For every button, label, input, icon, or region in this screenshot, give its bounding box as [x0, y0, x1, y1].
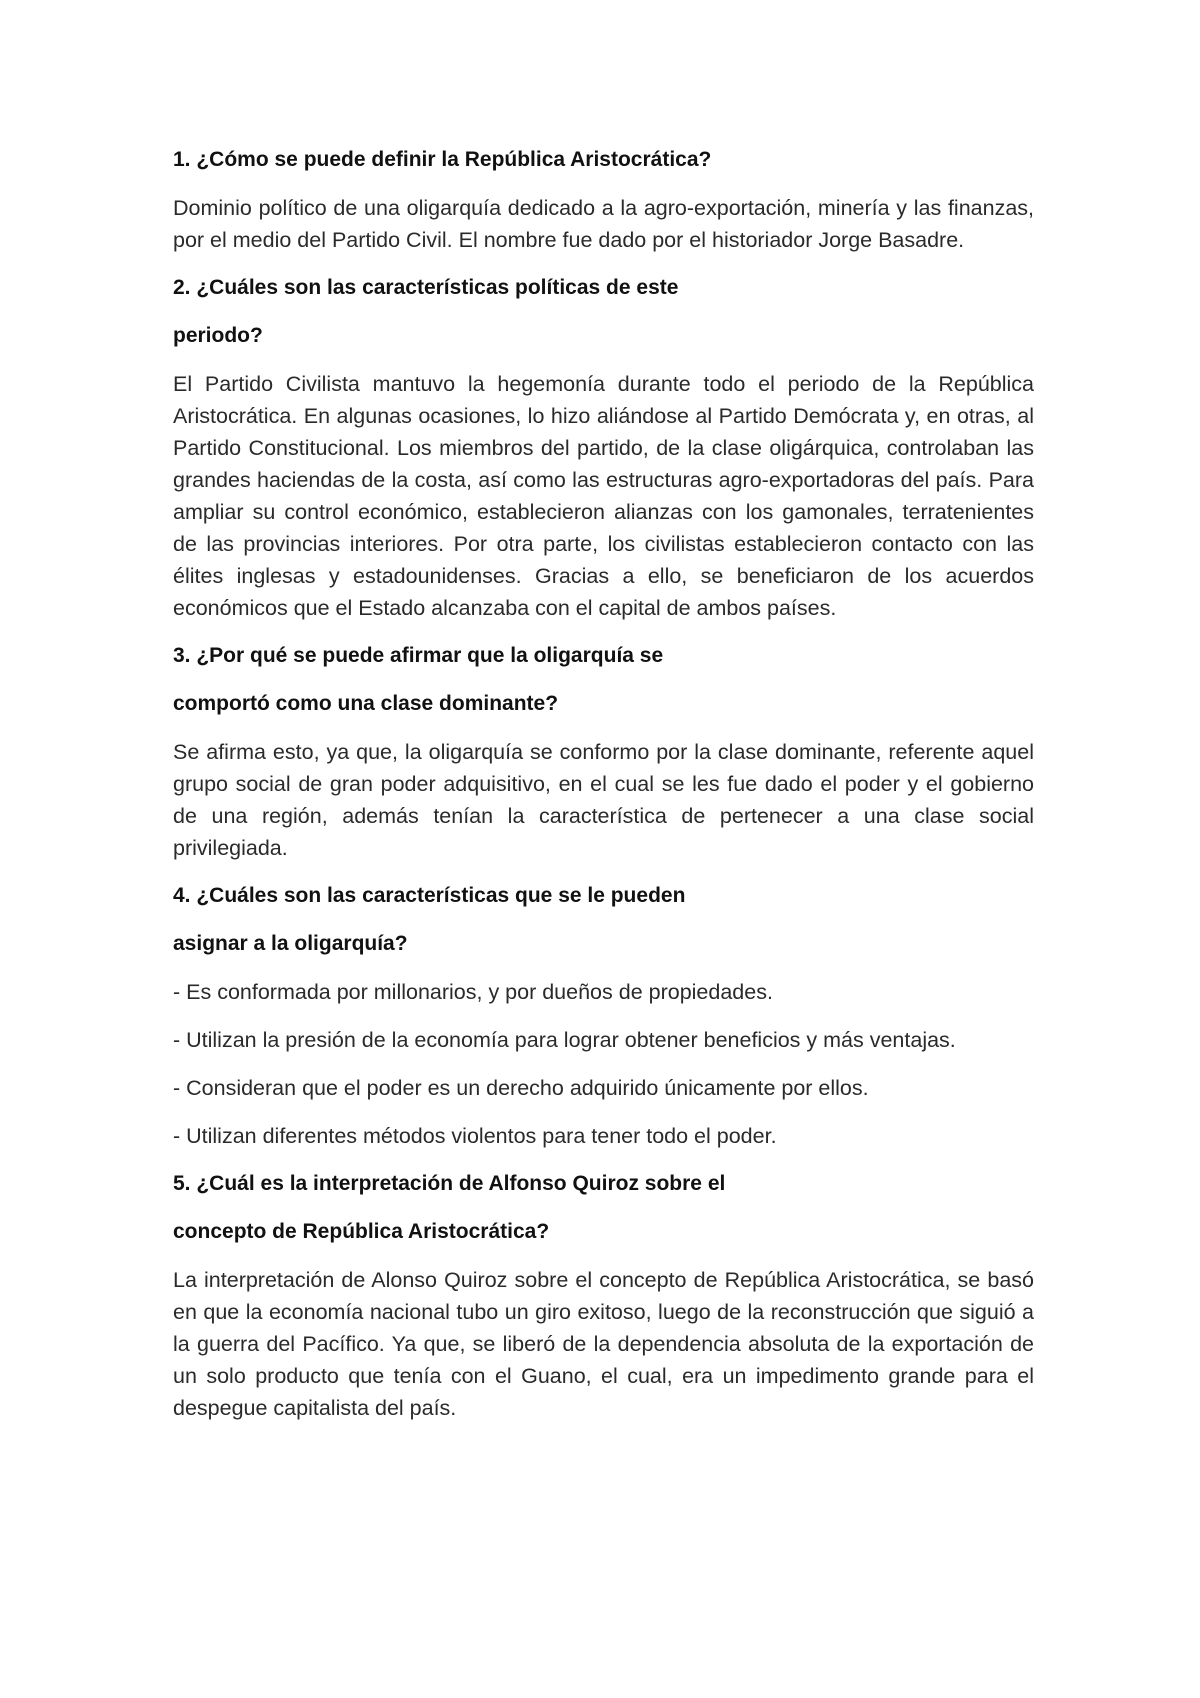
answer-4-item: - Utilizan diferentes métodos violentos para tener todo el poder. — [173, 1124, 777, 1148]
answer-3-paragraph: Se afirma esto, ya que, la oligarquía se conformo por la clase dominante, referente aquel grupo social de gran poder adquisitivo, en el cual se les fue dado el poder y el gobierno de una región, además tenían la característica de pertenecer a una clase social privilegiada. — [173, 740, 1034, 860]
question-2-heading-line-2: periodo? — [173, 324, 263, 347]
question-1-heading: 1. ¿Cómo se puede definir la República Aristocrática? — [173, 148, 712, 171]
answer-4-item: - Utilizan la presión de la economía para lograr obtener beneficios y más ventajas. — [173, 1028, 956, 1052]
question-2-heading-line-1: 2. ¿Cuáles son las características políticas de este — [173, 276, 679, 299]
question-5-heading-line-1: 5. ¿Cuál es la interpretación de Alfonso Quiroz sobre el — [173, 1172, 726, 1195]
answer-5-paragraph: La interpretación de Alonso Quiroz sobre el concepto de República Aristocrática, se basó en que la economía nacional tubo un giro exitoso, luego de la reconstrucción que siguió a la guerra del Pacífico. Ya que, se liberó de la dependencia absoluta de la exportación de un solo producto que tenía con el Guano, el cual, era un impedimento grande para el despegue capitalista del país. — [173, 1268, 1034, 1420]
question-4-heading-line-2: asignar a la oligarquía? — [173, 932, 408, 955]
question-5-heading-line-2: concepto de República Aristocrática? — [173, 1220, 550, 1243]
answer-4-item: - Consideran que el poder es un derecho adquirido únicamente por ellos. — [173, 1076, 869, 1100]
question-3-heading-line-2: comportó como una clase dominante? — [173, 692, 559, 715]
question-3-heading-line-1: 3. ¿Por qué se puede afirmar que la oligarquía se — [173, 644, 664, 667]
answer-4-item: - Es conformada por millonarios, y por dueños de propiedades. — [173, 980, 773, 1004]
answer-1-paragraph: Dominio político de una oligarquía dedicado a la agro-exportación, minería y las finanzas, por el medio del Partido Civil. El nombre fue dado por el historiador Jorge Basadre. — [173, 196, 1034, 252]
document-page — [173, 144, 1034, 1440]
question-4-heading-line-1: 4. ¿Cuáles son las características que se le pueden — [173, 884, 686, 907]
answer-2-paragraph: El Partido Civilista mantuvo la hegemonía durante todo el periodo de la República Aristocrática. En algunas ocasiones, lo hizo aliándose al Partido Demócrata y, en otras, al Partido Constitucional. Los miembros del partido, de la clase oligárquica, controlaban las grandes haciendas de la costa, así como las estructuras agro-exportadoras del país. Para ampliar su control económico, establecieron alianzas con los gamonales, terratenientes de las provincias interiores. Por otra parte, los civilistas establecieron contacto con las élites inglesas y estadounidenses. Gracias a ello, se beneficiaron de los acuerdos económicos que el Estado alcanzaba con el capital de ambos países. — [173, 372, 1034, 620]
